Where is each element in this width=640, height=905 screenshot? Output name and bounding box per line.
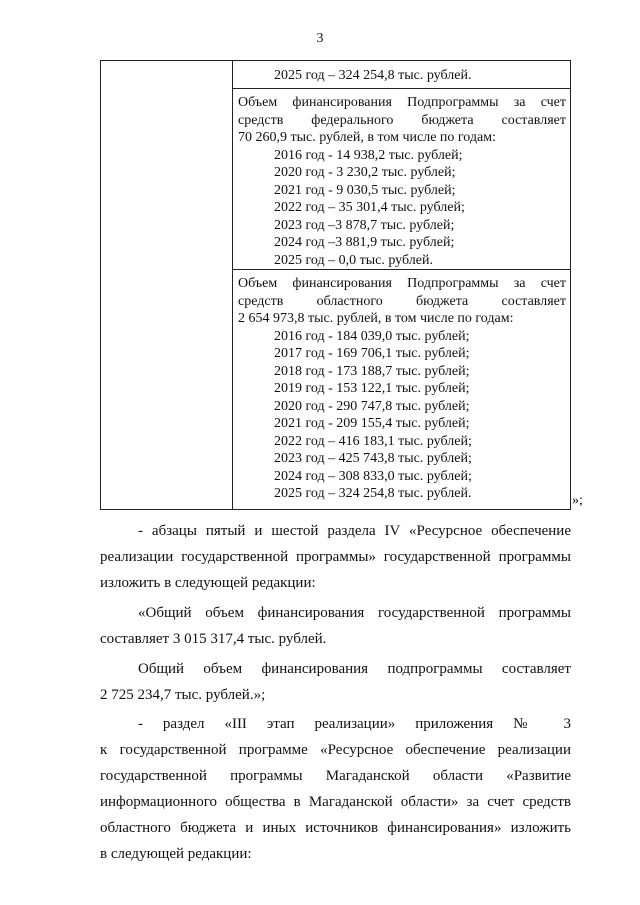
- closing-quote-mark: »;: [572, 493, 583, 508]
- paragraph-line: - абзацы пятый и шестой раздела IV «Ресурсное обеспечение: [138, 523, 571, 539]
- regional-budget-cell: [238, 275, 566, 503]
- paragraph-amendment-2: [100, 711, 571, 867]
- federal-year-line: 2023 год –3 878,7 тыс. рублей;: [274, 217, 455, 233]
- federal-year-line: 2021 год - 9 030,5 тыс. рублей;: [274, 182, 456, 198]
- federal-head-line: средств федерального бюджета составляет: [238, 112, 566, 128]
- paragraph-line: к государственной программе «Ресурсное обеспечение реализации: [100, 742, 571, 758]
- paragraph-line: реализации государственной программы» государственной программы: [100, 549, 571, 565]
- table-row-separator: [232, 269, 570, 270]
- paragraph-line: Общий объем финансирования подпрограммы составляет: [138, 661, 571, 677]
- federal-year-line: 2022 год – 35 301,4 тыс. рублей;: [274, 200, 465, 215]
- page-number: 3: [316, 31, 324, 46]
- paragraph-line: 2 725 234,7 тыс. рублей.»;: [100, 687, 266, 703]
- paragraph-amendment-1: [100, 518, 571, 596]
- regional-year-line: 2017 год - 169 706,1 тыс. рублей;: [274, 346, 470, 361]
- funding-table: [100, 60, 571, 510]
- federal-year-line: 2025 год – 0,0 тыс. рублей.: [274, 252, 433, 268]
- paragraph-total-funding: [100, 600, 571, 652]
- paragraph-line: - раздел «III этап реализации» приложения № 3: [138, 716, 571, 732]
- regional-year-line: 2025 год – 324 254,8 тыс. рублей.: [274, 486, 472, 501]
- paragraph-line: составляет 3 015 317,4 тыс. рублей.: [100, 631, 327, 647]
- cell1-line: 2025 год – 324 254,8 тыс. рублей.: [274, 68, 472, 83]
- table-cell-content: [238, 67, 566, 85]
- federal-year-line: 2016 год - 14 938,2 тыс. рублей;: [274, 147, 463, 163]
- federal-year-line: 2020 год - 3 230,2 тыс. рублей;: [274, 165, 456, 180]
- regional-head-line: Объем финансирования Подпрограммы за счет: [238, 276, 566, 291]
- paragraph-line: информационного общества в Магаданской области» за счет средств: [100, 794, 571, 810]
- federal-head-line: 70 260,9 тыс. рублей, в том числе по годам:: [238, 130, 496, 145]
- regional-year-line: 2016 год - 184 039,0 тыс. рублей;: [274, 328, 470, 344]
- regional-year-line: 2024 год – 308 833,0 тыс. рублей;: [274, 468, 472, 484]
- federal-budget-cell: [238, 94, 566, 269]
- table-row-separator: [232, 88, 570, 89]
- paragraph-line: изложить в следующей редакции:: [100, 575, 316, 591]
- federal-year-line: 2024 год –3 881,9 тыс. рублей;: [274, 235, 455, 250]
- regional-year-line: 2023 год – 425 743,8 тыс. рублей;: [274, 451, 472, 466]
- paragraph-line: областного бюджета и иных источников финансирования» изложить: [100, 820, 571, 836]
- table-column-divider: [232, 61, 233, 509]
- regional-head-line: 2 654 973,8 тыс. рублей, в том числе по годам:: [238, 311, 514, 326]
- paragraph-line: в следующей редакции:: [100, 846, 252, 862]
- regional-year-line: 2018 год - 173 188,7 тыс. рублей;: [274, 363, 470, 379]
- paragraph-line: «Общий объем финансирования государственной программы: [138, 605, 571, 621]
- regional-year-line: 2020 год - 290 747,8 тыс. рублей;: [274, 398, 470, 414]
- federal-head-line: Объем финансирования Подпрограммы за счет: [238, 95, 566, 110]
- regional-year-line: 2019 год - 153 122,1 тыс. рублей;: [274, 381, 470, 396]
- regional-year-line: 2022 год – 416 183,1 тыс. рублей;: [274, 433, 472, 449]
- regional-year-line: 2021 год - 209 155,4 тыс. рублей;: [274, 416, 470, 431]
- paragraph-line: государственной программы Магаданской области «Развитие: [100, 768, 571, 784]
- regional-head-line: средств областного бюджета составляет: [238, 293, 566, 309]
- paragraph-subprogram-funding: [100, 656, 571, 708]
